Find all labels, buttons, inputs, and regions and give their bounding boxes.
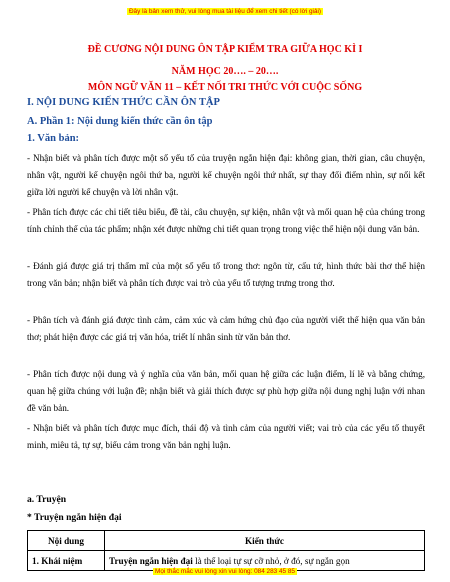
subject-title: MÔN NGỮ VĂN 11 – KẾT NỐI TRI THỨC VỚI CUỘC SỐNG: [87, 82, 363, 93]
definition-text: là thể loại tự sự cỡ nhỏ, ở đó, sự ngắn gọn: [192, 555, 350, 566]
paragraph: - Phân tích được nội dung và ý nghĩa của văn bản, mối quan hệ giữa các luận điểm, lí lẽ và bằng chứng, quan hệ giữa chúng với luận đề; nhận biết và giải thích được sự phù hợp giữa nội dung nghị luận với nhan đề văn bản.: [27, 369, 425, 414]
contact-notice-text: Mọi thắc mắc vui lòng xin vui lòng: 084 283 45 85: [155, 568, 295, 575]
contact-notice: [0, 568, 450, 575]
item-subheading: * Truyện ngắn hiện đại: [27, 512, 122, 523]
table-header-row: [28, 531, 425, 551]
school-year: NĂM HỌC 20…. – 20….: [171, 66, 279, 77]
paragraph: - Nhận biết và phân tích được mục đích, thái độ và tình cảm của người viết; vai trò của các yếu tố thuyết minh, miêu tả, tự sự, biểu cảm trong văn bản nghị luận.: [27, 423, 425, 451]
section-heading: I. NỘI DUNG KIẾN THỨC CẦN ÔN TẬP: [27, 97, 220, 108]
preview-notice: [0, 8, 450, 15]
paragraph: - Đánh giá được giá trị thẩm mĩ của một số yếu tố trong thơ: ngôn từ, cấu tứ, hình thức bài thơ thể hiện trong văn bản; nhận biết và phân tích được vai trò của yếu tố tượng trưng trong thơ.: [27, 261, 425, 289]
table-cell-label: 1. Khái niệm: [28, 551, 105, 571]
term: Truyện ngắn hiện đại: [109, 555, 193, 566]
subsection-heading: 1. Văn bản:: [27, 133, 80, 144]
item-heading: a. Truyện: [27, 494, 67, 505]
part-heading: A. Phần 1: Nội dung kiến thức cần ôn tập: [27, 116, 213, 127]
paragraph: - Phân tích được các chi tiết tiêu biểu, đề tài, câu chuyện, sự kiện, nhân vật và mối quan hệ của chúng trong tính chỉnh thể của tác phẩm; nhận xét được những chi tiết quan trọng trong việc thể hiện nội dung văn bản.: [27, 207, 425, 235]
document-title: ĐỀ CƯƠNG NỘI DUNG ÔN TẬP KIỂM TRA GIỮA HỌC KÌ I: [87, 44, 363, 55]
table-header-cell: Kiến thức: [105, 531, 425, 551]
knowledge-table: [27, 530, 425, 571]
paragraph: - Nhận biết và phân tích được một số yếu tố của truyện ngắn hiện đại: không gian, thời gian, câu chuyện, nhân vật, người kể chuyện ngôi thứ ba, người kể chuyện ngôi thứ nhất, sự thay đổi điểm nhìn, sự nối kết giữa lời người kể chuyện và lời nhân vật.: [27, 153, 425, 198]
paragraph: - Phân tích và đánh giá được tình cảm, cảm xúc và cảm hứng chủ đạo của người viết thể hiện qua văn bản thơ; phát hiện được các giá trị văn hóa, triết lí nhân sinh từ văn bản thơ.: [27, 315, 425, 343]
preview-notice-text: Đây là bản xem thử, vui lòng mua tài liệu để xem chi tiết (có lời giải): [128, 8, 322, 15]
table-header-cell: Nội dung: [28, 531, 105, 551]
